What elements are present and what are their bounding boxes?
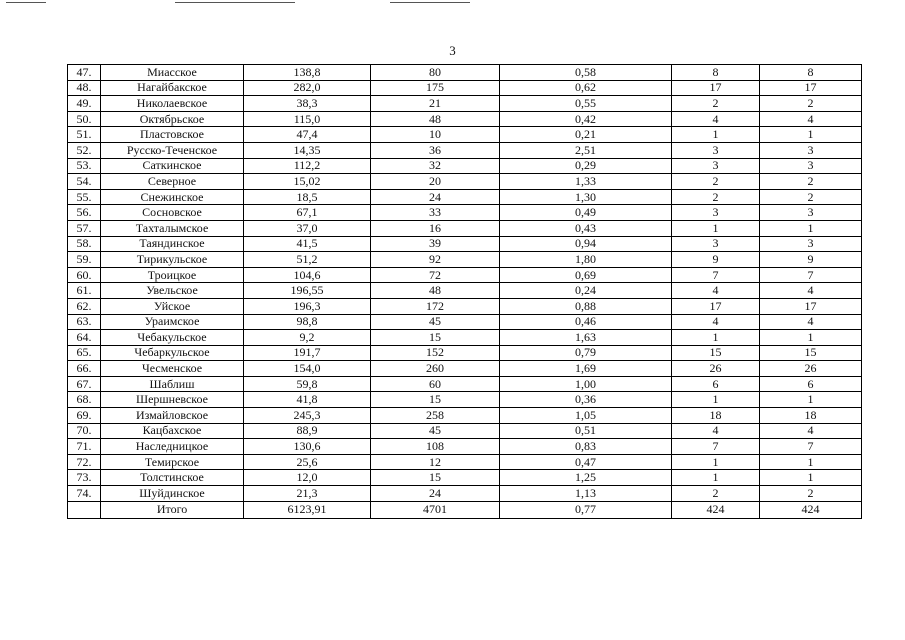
area-cell: 41,5 bbox=[244, 236, 371, 252]
row-number-cell: 47. bbox=[68, 65, 101, 81]
count-cell: 175 bbox=[371, 80, 500, 96]
value-b-cell: 1 bbox=[760, 392, 862, 408]
value-b-cell: 15 bbox=[760, 345, 862, 361]
count-cell: 92 bbox=[371, 252, 500, 268]
area-cell: 37,0 bbox=[244, 220, 371, 236]
ratio-cell: 1,80 bbox=[500, 252, 672, 268]
scan-artifact-line bbox=[6, 2, 46, 3]
value-b-cell: 1 bbox=[760, 330, 862, 346]
value-a-cell: 3 bbox=[672, 158, 760, 174]
value-a-cell: 17 bbox=[672, 80, 760, 96]
count-cell: 24 bbox=[371, 486, 500, 502]
area-cell: 196,55 bbox=[244, 283, 371, 299]
ratio-cell: 1,00 bbox=[500, 376, 672, 392]
table-row bbox=[68, 298, 862, 314]
area-cell: 196,3 bbox=[244, 298, 371, 314]
ratio-cell: 0,94 bbox=[500, 236, 672, 252]
name-cell: Снежинское bbox=[101, 189, 244, 205]
row-number-cell: 62. bbox=[68, 298, 101, 314]
table-row bbox=[68, 423, 862, 439]
table-row bbox=[68, 283, 862, 299]
area-cell: 41,8 bbox=[244, 392, 371, 408]
ratio-cell: 0,36 bbox=[500, 392, 672, 408]
count-cell: 20 bbox=[371, 174, 500, 190]
count-cell: 4701 bbox=[371, 501, 500, 518]
value-a-cell: 424 bbox=[672, 501, 760, 518]
ratio-cell: 0,21 bbox=[500, 127, 672, 143]
value-a-cell: 2 bbox=[672, 189, 760, 205]
ratio-cell: 0,51 bbox=[500, 423, 672, 439]
area-cell: 88,9 bbox=[244, 423, 371, 439]
count-cell: 15 bbox=[371, 392, 500, 408]
row-number-cell: 73. bbox=[68, 470, 101, 486]
value-a-cell: 7 bbox=[672, 267, 760, 283]
value-a-cell: 1 bbox=[672, 127, 760, 143]
area-cell: 15,02 bbox=[244, 174, 371, 190]
area-cell: 12,0 bbox=[244, 470, 371, 486]
value-a-cell: 4 bbox=[672, 111, 760, 127]
name-cell: Наследницкое bbox=[101, 439, 244, 455]
name-cell: Шершневское bbox=[101, 392, 244, 408]
table-row bbox=[68, 267, 862, 283]
table-row bbox=[68, 205, 862, 221]
ratio-cell: 0,79 bbox=[500, 345, 672, 361]
value-b-cell: 1 bbox=[760, 454, 862, 470]
name-cell: Тахталымское bbox=[101, 220, 244, 236]
value-b-cell: 6 bbox=[760, 376, 862, 392]
data-table bbox=[67, 64, 862, 519]
count-cell: 16 bbox=[371, 220, 500, 236]
row-number-cell: 55. bbox=[68, 189, 101, 205]
count-cell: 10 bbox=[371, 127, 500, 143]
count-cell: 80 bbox=[371, 65, 500, 81]
row-number-cell: 56. bbox=[68, 205, 101, 221]
value-b-cell: 17 bbox=[760, 80, 862, 96]
area-cell: 51,2 bbox=[244, 252, 371, 268]
total-row bbox=[68, 501, 862, 518]
area-cell: 282,0 bbox=[244, 80, 371, 96]
count-cell: 33 bbox=[371, 205, 500, 221]
value-a-cell: 1 bbox=[672, 330, 760, 346]
scan-artifact-line bbox=[175, 2, 295, 3]
row-number-cell: 65. bbox=[68, 345, 101, 361]
name-cell: Уйское bbox=[101, 298, 244, 314]
area-cell: 154,0 bbox=[244, 361, 371, 377]
table-row bbox=[68, 486, 862, 502]
table-row bbox=[68, 454, 862, 470]
ratio-cell: 0,42 bbox=[500, 111, 672, 127]
table-row bbox=[68, 96, 862, 112]
row-number-cell: 51. bbox=[68, 127, 101, 143]
name-cell: Русско-Теченское bbox=[101, 142, 244, 158]
count-cell: 12 bbox=[371, 454, 500, 470]
value-a-cell: 17 bbox=[672, 298, 760, 314]
count-cell: 39 bbox=[371, 236, 500, 252]
name-cell: Толстинское bbox=[101, 470, 244, 486]
area-cell: 67,1 bbox=[244, 205, 371, 221]
table-row bbox=[68, 392, 862, 408]
ratio-cell: 0,77 bbox=[500, 501, 672, 518]
count-cell: 45 bbox=[371, 423, 500, 439]
area-cell: 115,0 bbox=[244, 111, 371, 127]
value-b-cell: 424 bbox=[760, 501, 862, 518]
count-cell: 72 bbox=[371, 267, 500, 283]
name-cell: Измайловское bbox=[101, 408, 244, 424]
name-cell: Сосновское bbox=[101, 205, 244, 221]
area-cell: 6123,91 bbox=[244, 501, 371, 518]
table-row bbox=[68, 361, 862, 377]
value-a-cell: 2 bbox=[672, 96, 760, 112]
ratio-cell: 1,05 bbox=[500, 408, 672, 424]
count-cell: 48 bbox=[371, 111, 500, 127]
table-row bbox=[68, 65, 862, 81]
table-row bbox=[68, 142, 862, 158]
row-number-cell: 53. bbox=[68, 158, 101, 174]
value-a-cell: 1 bbox=[672, 220, 760, 236]
name-cell: Северное bbox=[101, 174, 244, 190]
name-cell: Кацбахское bbox=[101, 423, 244, 439]
name-cell: Ураимское bbox=[101, 314, 244, 330]
name-cell: Темирское bbox=[101, 454, 244, 470]
value-a-cell: 3 bbox=[672, 142, 760, 158]
value-a-cell: 3 bbox=[672, 236, 760, 252]
ratio-cell: 1,33 bbox=[500, 174, 672, 190]
page-number: 3 bbox=[449, 43, 456, 58]
area-cell: 25,6 bbox=[244, 454, 371, 470]
area-cell: 14,35 bbox=[244, 142, 371, 158]
row-number-cell: 71. bbox=[68, 439, 101, 455]
ratio-cell: 0,69 bbox=[500, 267, 672, 283]
value-b-cell: 1 bbox=[760, 220, 862, 236]
name-cell: Нагайбакское bbox=[101, 80, 244, 96]
name-cell: Тирикульское bbox=[101, 252, 244, 268]
value-b-cell: 3 bbox=[760, 142, 862, 158]
name-cell: Чесменское bbox=[101, 361, 244, 377]
name-cell: Чебакульское bbox=[101, 330, 244, 346]
area-cell: 38,3 bbox=[244, 96, 371, 112]
row-number-cell: 48. bbox=[68, 80, 101, 96]
table-row bbox=[68, 220, 862, 236]
area-cell: 18,5 bbox=[244, 189, 371, 205]
value-b-cell: 18 bbox=[760, 408, 862, 424]
row-number-cell: 66. bbox=[68, 361, 101, 377]
ratio-cell: 1,63 bbox=[500, 330, 672, 346]
table-row bbox=[68, 314, 862, 330]
table-row bbox=[68, 330, 862, 346]
row-number-cell: 67. bbox=[68, 376, 101, 392]
count-cell: 60 bbox=[371, 376, 500, 392]
value-b-cell: 2 bbox=[760, 189, 862, 205]
row-number-cell bbox=[68, 501, 101, 518]
scan-artifact-line bbox=[390, 2, 470, 3]
value-b-cell: 26 bbox=[760, 361, 862, 377]
count-cell: 24 bbox=[371, 189, 500, 205]
value-b-cell: 17 bbox=[760, 298, 862, 314]
value-b-cell: 4 bbox=[760, 314, 862, 330]
row-number-cell: 70. bbox=[68, 423, 101, 439]
value-b-cell: 9 bbox=[760, 252, 862, 268]
row-number-cell: 61. bbox=[68, 283, 101, 299]
row-number-cell: 64. bbox=[68, 330, 101, 346]
value-a-cell: 4 bbox=[672, 314, 760, 330]
name-cell: Октябрьское bbox=[101, 111, 244, 127]
value-b-cell: 8 bbox=[760, 65, 862, 81]
value-a-cell: 18 bbox=[672, 408, 760, 424]
value-a-cell: 4 bbox=[672, 283, 760, 299]
ratio-cell: 0,43 bbox=[500, 220, 672, 236]
table-row bbox=[68, 80, 862, 96]
count-cell: 15 bbox=[371, 330, 500, 346]
value-b-cell: 7 bbox=[760, 267, 862, 283]
ratio-cell: 0,58 bbox=[500, 65, 672, 81]
row-number-cell: 54. bbox=[68, 174, 101, 190]
table-row bbox=[68, 376, 862, 392]
count-cell: 32 bbox=[371, 158, 500, 174]
value-b-cell: 4 bbox=[760, 283, 862, 299]
ratio-cell: 0,24 bbox=[500, 283, 672, 299]
value-a-cell: 1 bbox=[672, 392, 760, 408]
table-row bbox=[68, 252, 862, 268]
row-number-cell: 72. bbox=[68, 454, 101, 470]
ratio-cell: 0,49 bbox=[500, 205, 672, 221]
value-b-cell: 7 bbox=[760, 439, 862, 455]
ratio-cell: 0,47 bbox=[500, 454, 672, 470]
table-row bbox=[68, 470, 862, 486]
name-cell: Саткинское bbox=[101, 158, 244, 174]
name-cell: Шаблиш bbox=[101, 376, 244, 392]
table-row bbox=[68, 439, 862, 455]
ratio-cell: 0,83 bbox=[500, 439, 672, 455]
value-a-cell: 9 bbox=[672, 252, 760, 268]
value-b-cell: 2 bbox=[760, 96, 862, 112]
value-a-cell: 6 bbox=[672, 376, 760, 392]
ratio-cell: 0,46 bbox=[500, 314, 672, 330]
value-b-cell: 2 bbox=[760, 486, 862, 502]
area-cell: 47,4 bbox=[244, 127, 371, 143]
name-cell: Николаевское bbox=[101, 96, 244, 112]
table-row bbox=[68, 111, 862, 127]
table-row bbox=[68, 345, 862, 361]
table-row bbox=[68, 127, 862, 143]
row-number-cell: 49. bbox=[68, 96, 101, 112]
value-a-cell: 1 bbox=[672, 470, 760, 486]
area-cell: 98,8 bbox=[244, 314, 371, 330]
row-number-cell: 63. bbox=[68, 314, 101, 330]
ratio-cell: 0,55 bbox=[500, 96, 672, 112]
value-a-cell: 26 bbox=[672, 361, 760, 377]
value-a-cell: 8 bbox=[672, 65, 760, 81]
name-cell: Шуйдинское bbox=[101, 486, 244, 502]
count-cell: 36 bbox=[371, 142, 500, 158]
value-b-cell: 3 bbox=[760, 205, 862, 221]
area-cell: 112,2 bbox=[244, 158, 371, 174]
value-a-cell: 2 bbox=[672, 174, 760, 190]
table-row bbox=[68, 236, 862, 252]
ratio-cell: 0,29 bbox=[500, 158, 672, 174]
row-number-cell: 58. bbox=[68, 236, 101, 252]
value-b-cell: 4 bbox=[760, 423, 862, 439]
value-b-cell: 2 bbox=[760, 174, 862, 190]
ratio-cell: 0,88 bbox=[500, 298, 672, 314]
area-cell: 9,2 bbox=[244, 330, 371, 346]
row-number-cell: 50. bbox=[68, 111, 101, 127]
value-a-cell: 7 bbox=[672, 439, 760, 455]
area-cell: 138,8 bbox=[244, 65, 371, 81]
value-b-cell: 1 bbox=[760, 127, 862, 143]
table-row bbox=[68, 408, 862, 424]
total-label: Итого bbox=[101, 501, 244, 518]
value-b-cell: 3 bbox=[760, 236, 862, 252]
ratio-cell: 1,30 bbox=[500, 189, 672, 205]
row-number-cell: 57. bbox=[68, 220, 101, 236]
name-cell: Пластовское bbox=[101, 127, 244, 143]
ratio-cell: 1,69 bbox=[500, 361, 672, 377]
value-b-cell: 1 bbox=[760, 470, 862, 486]
row-number-cell: 69. bbox=[68, 408, 101, 424]
count-cell: 48 bbox=[371, 283, 500, 299]
table-row bbox=[68, 158, 862, 174]
count-cell: 21 bbox=[371, 96, 500, 112]
count-cell: 108 bbox=[371, 439, 500, 455]
name-cell: Увельское bbox=[101, 283, 244, 299]
name-cell: Чебаркульское bbox=[101, 345, 244, 361]
value-a-cell: 3 bbox=[672, 205, 760, 221]
row-number-cell: 68. bbox=[68, 392, 101, 408]
value-b-cell: 3 bbox=[760, 158, 862, 174]
value-a-cell: 2 bbox=[672, 486, 760, 502]
ratio-cell: 1,25 bbox=[500, 470, 672, 486]
count-cell: 152 bbox=[371, 345, 500, 361]
table-row bbox=[68, 174, 862, 190]
row-number-cell: 52. bbox=[68, 142, 101, 158]
value-a-cell: 1 bbox=[672, 454, 760, 470]
ratio-cell: 2,51 bbox=[500, 142, 672, 158]
ratio-cell: 1,13 bbox=[500, 486, 672, 502]
area-cell: 104,6 bbox=[244, 267, 371, 283]
count-cell: 45 bbox=[371, 314, 500, 330]
value-a-cell: 4 bbox=[672, 423, 760, 439]
value-a-cell: 15 bbox=[672, 345, 760, 361]
row-number-cell: 59. bbox=[68, 252, 101, 268]
name-cell: Таяндинское bbox=[101, 236, 244, 252]
area-cell: 191,7 bbox=[244, 345, 371, 361]
name-cell: Миасское bbox=[101, 65, 244, 81]
count-cell: 260 bbox=[371, 361, 500, 377]
value-b-cell: 4 bbox=[760, 111, 862, 127]
area-cell: 59,8 bbox=[244, 376, 371, 392]
count-cell: 172 bbox=[371, 298, 500, 314]
area-cell: 130,6 bbox=[244, 439, 371, 455]
row-number-cell: 60. bbox=[68, 267, 101, 283]
table-row bbox=[68, 189, 862, 205]
area-cell: 21,3 bbox=[244, 486, 371, 502]
count-cell: 258 bbox=[371, 408, 500, 424]
ratio-cell: 0,62 bbox=[500, 80, 672, 96]
area-cell: 245,3 bbox=[244, 408, 371, 424]
row-number-cell: 74. bbox=[68, 486, 101, 502]
table-body bbox=[68, 65, 862, 519]
name-cell: Троицкое bbox=[101, 267, 244, 283]
count-cell: 15 bbox=[371, 470, 500, 486]
